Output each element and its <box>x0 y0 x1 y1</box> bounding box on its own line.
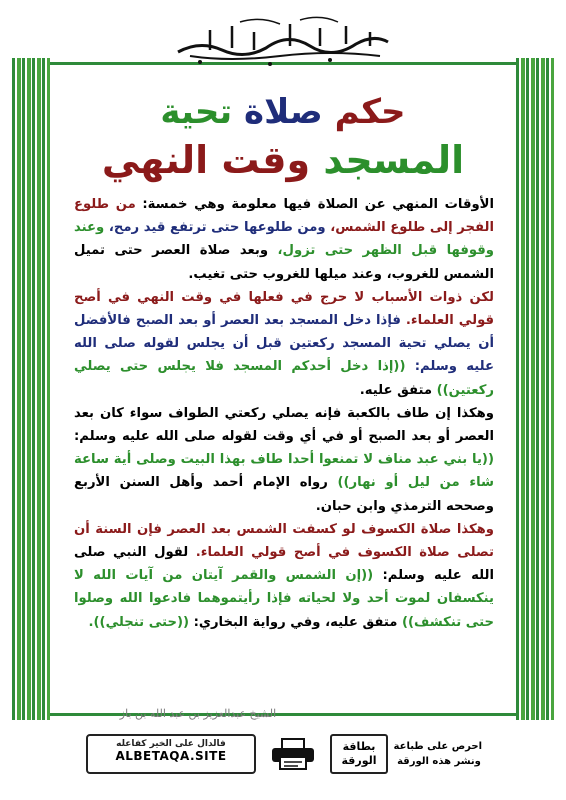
text-segment: لقول النبي صلى الله عليه وسلم: <box>74 545 494 584</box>
paragraph-forbidden-times <box>74 193 494 286</box>
site-caption: فالدال على الخير كفاعله <box>116 739 226 749</box>
printer-icon-box <box>262 734 324 774</box>
printer-icon <box>270 737 316 771</box>
title-line-2 <box>50 138 516 182</box>
hadith-quote: ((إن الشمس والقمر آيتان من آيات الله لا ينكسفان لموت أحد ولا لحياته فإذا رأيتموهما فادعوا الله وصلوا حتى تنكشف)) <box>74 568 494 630</box>
text-segment: لكن ذوات الأسباب لا حرج في فعلها في وقت النهي في أصح قولي العلماء. <box>74 289 494 329</box>
paragraph-tawaf <box>74 402 494 518</box>
text-segment: رواه الإمام أحمد وأهل السنن الأربع وصححه الترمذي وابن حبان. <box>74 475 494 514</box>
title-word-salat: صلاة <box>232 92 323 132</box>
hadith-quote: ((إذا دخل أحدكم المسجد فلا يجلس حتى يصلي ركعتين)) <box>74 359 494 398</box>
hadith-quote: ((حتى تنجلي)). <box>88 614 190 630</box>
article-body <box>74 193 494 634</box>
site-url[interactable]: ALBETAQA.SITE <box>115 749 227 763</box>
note-line-2: ونشر هذه الورقة <box>397 756 481 767</box>
basmala-calligraphy-icon <box>170 12 396 68</box>
title-word-nahi: وقت النهي <box>101 138 311 182</box>
text-segment: الأوقات المنهي عن الصلاة فيها معلومة وهي خمسة: <box>135 197 494 212</box>
text-segment: ومن طلوعها حتى ترتفع قيد رمح، <box>104 220 326 236</box>
text-segment: من طلوع الفجر إلى طلوع الشمس، <box>74 197 494 236</box>
title-word-tahiyya: تحية <box>160 92 233 132</box>
text-segment: وبعد صلاة العصر حتى تميل الشمس للغروب، وعند ميلها للغروب حتى تغيب. <box>74 243 494 282</box>
paragraph-tahiyyat-masjid <box>74 286 494 402</box>
text-segment: متفق عليه. <box>359 382 433 398</box>
text-segment: فإذا دخل المسجد بعد العصر أو بعد الصبح فالأفضل أن يصلي تحية المسجد ركعتين قبل أن يجلس لقوله صلى الله عليه وسلم: <box>74 313 494 375</box>
note-line-1: احرص على طباعة <box>393 741 482 752</box>
text-segment: وهكذا صلاة الكسوف لو كسفت الشمس بعد العصر فإن السنة أن تصلى صلاة الكسوف في أصح قولي العلماء. <box>74 521 494 561</box>
text-segment: متفق عليه، وفي رواية البخاري: <box>189 614 398 630</box>
title-word-masjid: المسجد <box>310 138 465 182</box>
author-signature: الشيخ عبدالعزيز بن عبد الله بن باز <box>119 707 277 720</box>
brand-logo <box>330 734 388 774</box>
hadith-quote: ((يا بني عبد مناف لا تمنعوا أحدا طاف بهذا البيت وصلى أية ساعة شاء من ليل أو نهار)) <box>74 452 494 491</box>
site-link-box[interactable] <box>86 734 256 774</box>
logo-line-1: بطاقة <box>342 740 376 753</box>
text-segment: وعند وقوفها قبل الظهر حتى تزول، <box>74 220 494 259</box>
print-note <box>393 734 482 774</box>
right-border-stripes <box>516 58 554 720</box>
footer-bar <box>86 734 482 774</box>
title-line-1 <box>50 92 516 132</box>
logo-line-2: الورقة <box>341 754 377 767</box>
paragraph-kusuf <box>74 518 494 634</box>
title-word-hukm: حكم <box>322 92 406 132</box>
text-segment: وهكذا إن طاف بالكعبة فإنه يصلي ركعتي الطواف سواء كان بعد العصر أو بعد الصبح أو في أي وقت لقوله صلى الله عليه وسلم: <box>74 405 494 445</box>
left-border-stripes <box>12 58 50 720</box>
